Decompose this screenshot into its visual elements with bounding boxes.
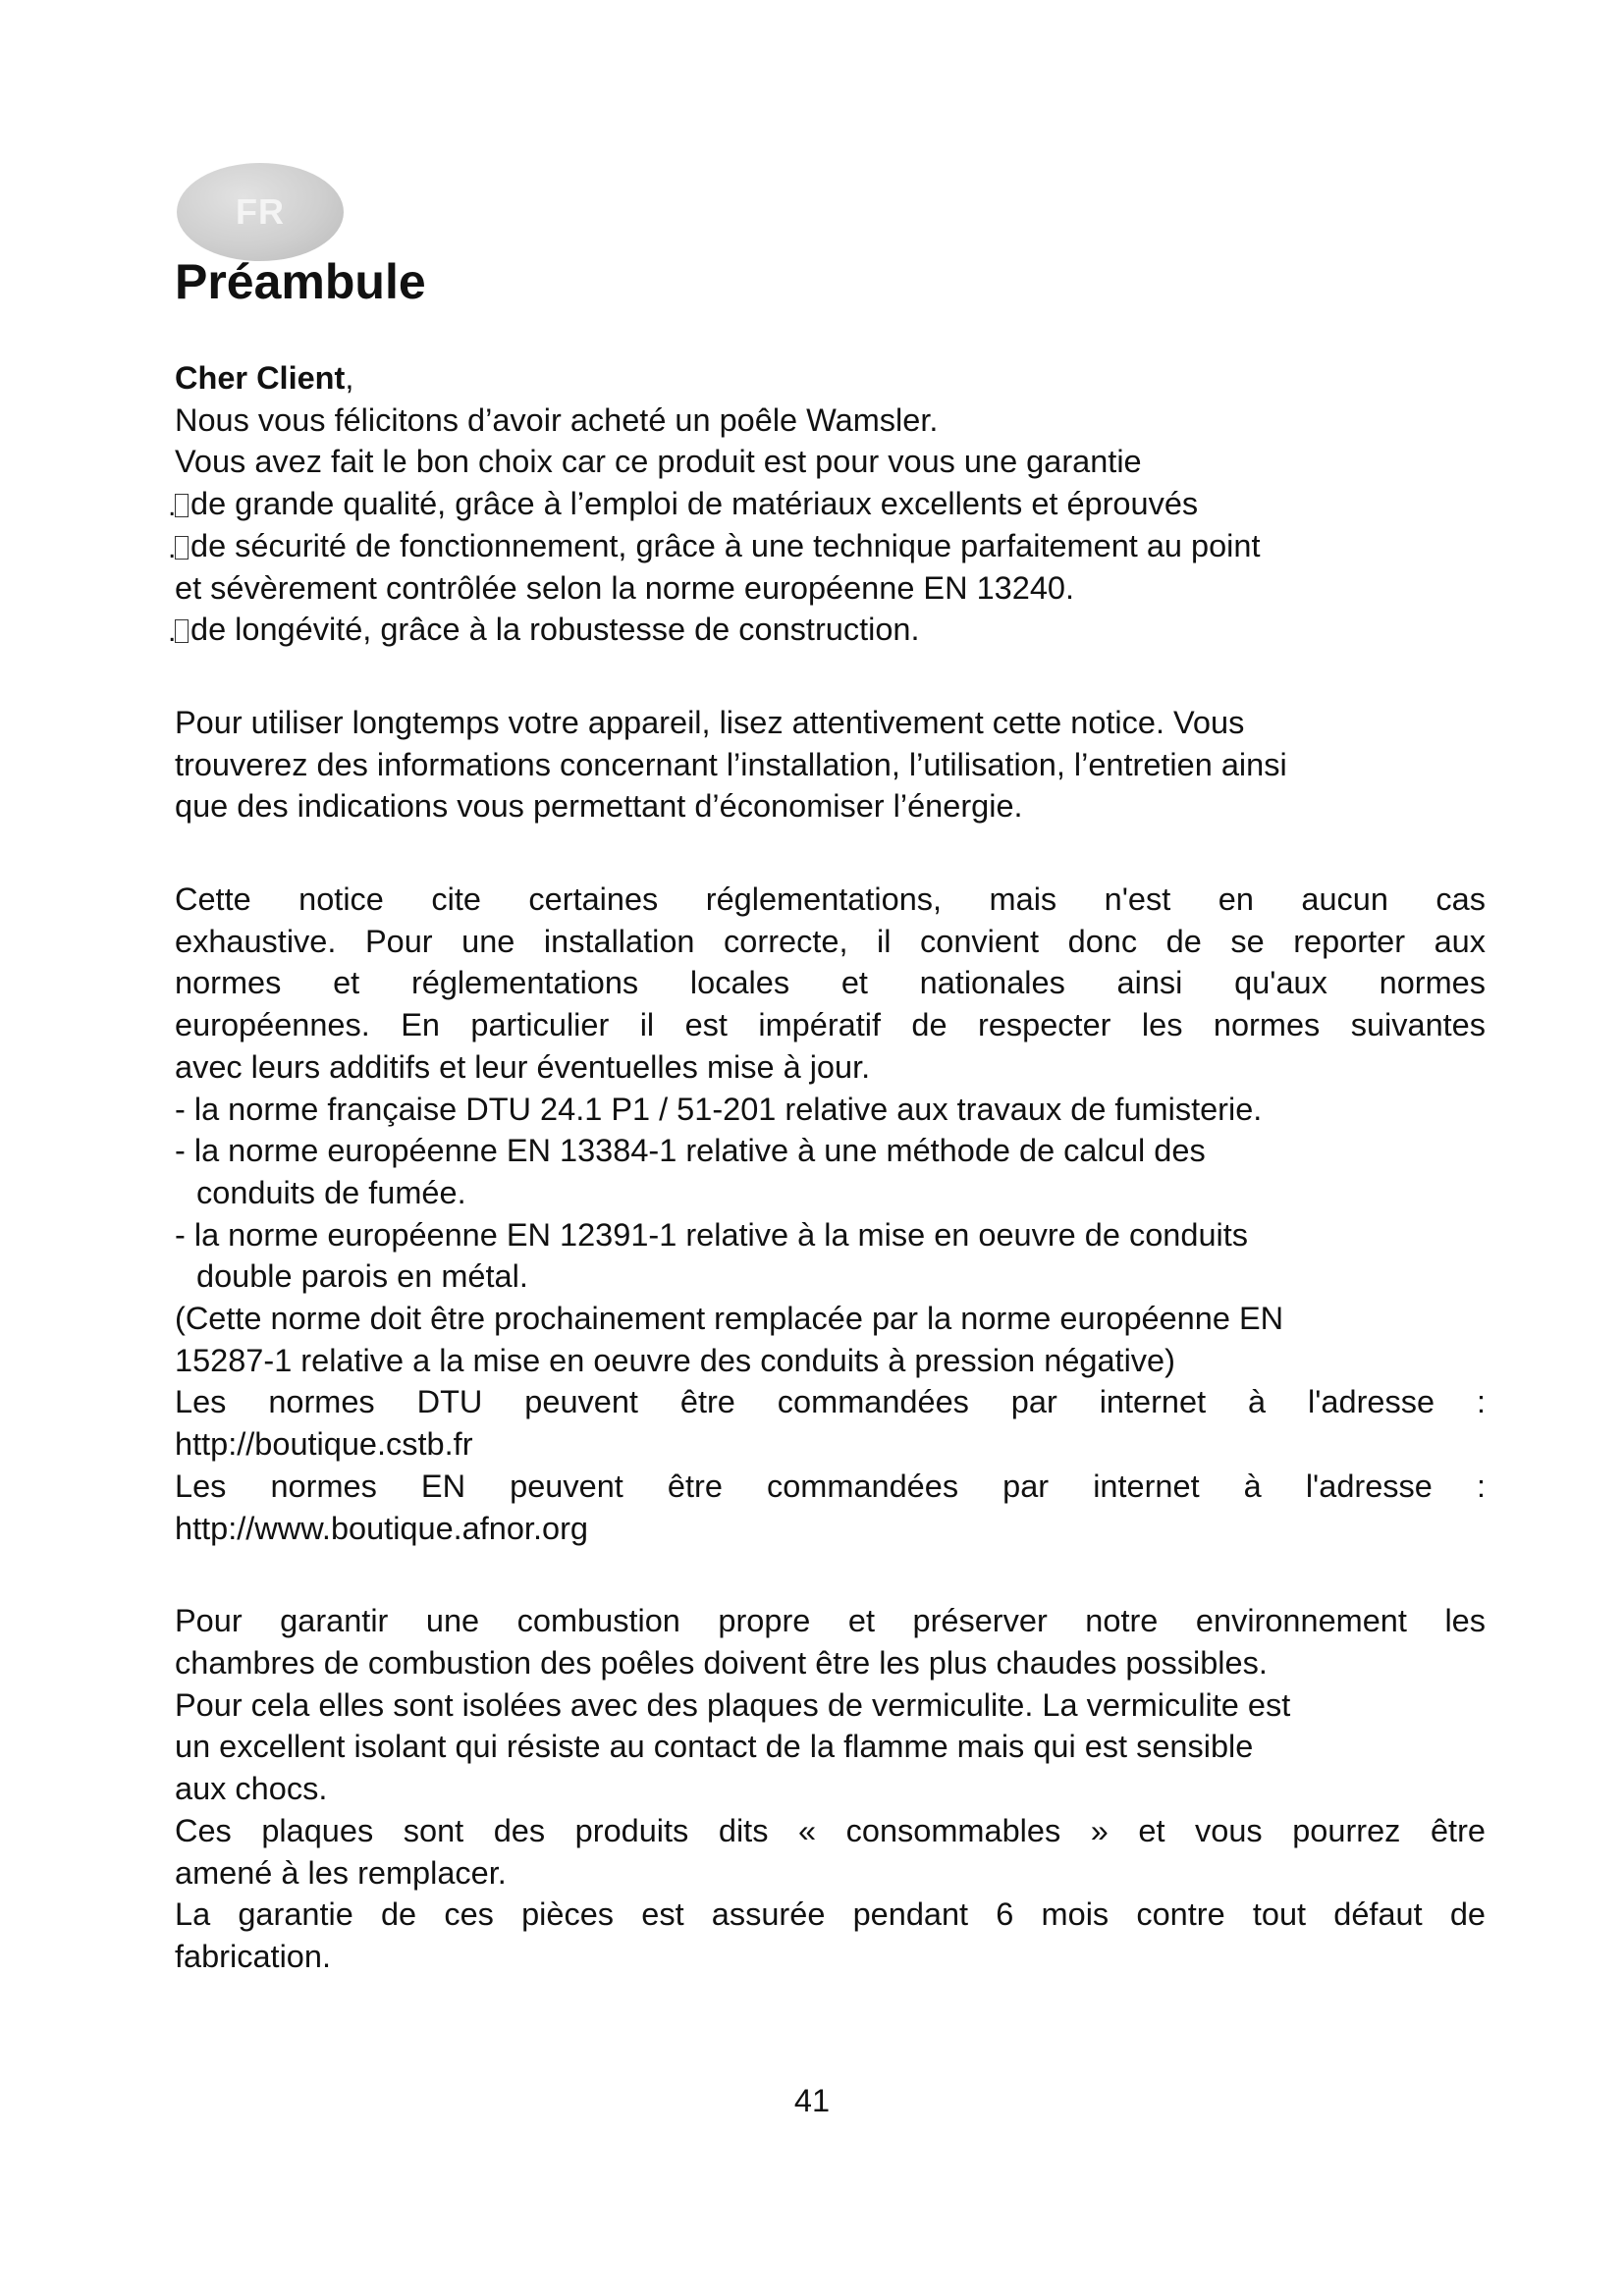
combustion-paragraph-line: fabrication. [175, 1938, 331, 1974]
bullet-text: de longévité, grâce à la robustesse de construction. [190, 612, 920, 648]
combustion-paragraph-line: Pour garantir une combustion propre et préserver notre environnement les [175, 1603, 1486, 1639]
language-badge [177, 163, 344, 261]
combustion-paragraph-line: un excellent isolant qui résiste au contact de la flamme mais qui est sensible [175, 1729, 1254, 1765]
order-dtu-url: http://boutique.cstb.fr [175, 1426, 473, 1463]
combustion-paragraph-line: Ces plaques sont des produits dits « consommables » et vous pourrez être [175, 1812, 1486, 1848]
combustion-paragraph-line: Pour cela elles sont isolées avec des plaques de vermiculite. La vermiculite est [175, 1686, 1291, 1723]
bullet-text: de sécurité de fonctionnement, grâce à une technique parfaitement au point [190, 527, 1261, 563]
page-title: Préambule [175, 254, 426, 309]
norm-item-continuation: conduits de fumée. [196, 1174, 466, 1210]
bullet-item [175, 525, 1486, 567]
checkbox-glyph-icon [175, 494, 189, 517]
combustion-paragraph-line: amené à les remplacer. [175, 1854, 507, 1891]
norm-note-line: (Cette norme doit être prochainement remplacée par la norme européenne EN [175, 1301, 1284, 1337]
document-body [175, 357, 1486, 1978]
order-dtu-text: Les normes DTU peuvent être commandées par internet à l'adresse : [175, 1384, 1486, 1420]
norm-item: - la norme française DTU 24.1 P1 / 51-201 relative aux travaux de fumisterie. [175, 1091, 1263, 1127]
combustion-paragraph-line: aux chocs. [175, 1771, 328, 1807]
usage-paragraph-line: trouverez des informations concernant l’installation, l’utilisation, l’entretien ainsi [175, 746, 1287, 782]
combustion-paragraph [175, 1600, 1486, 1977]
bullet-continuation: et sévèrement contrôlée selon la norme européenne EN 13240. [175, 569, 1074, 606]
salutation-name: Cher Client [175, 360, 346, 396]
intro-line: Vous avez fait le bon choix car ce produit est pour vous une garantie [175, 444, 1142, 480]
order-en-text: Les normes EN peuvent être commandées par internet à l'adresse : [175, 1468, 1486, 1504]
checkbox-glyph-icon [175, 536, 189, 560]
usage-paragraph-line: que des indications vous permettant d’économiser l’énergie. [175, 788, 1023, 825]
bullet-item [175, 609, 1486, 651]
checkbox-glyph-icon [175, 619, 189, 643]
salutation-punct: , [345, 360, 354, 396]
bullet-text: de grande qualité, grâce à l’emploi de matériaux excellents et éprouvés [190, 486, 1199, 522]
norm-item: - la norme européenne EN 12391-1 relative à la mise en oeuvre de conduits [175, 1216, 1249, 1253]
language-badge-label: FR [236, 191, 285, 232]
combustion-paragraph-line: chambres de combustion des poêles doivent être les plus chaudes possibles. [175, 1644, 1268, 1681]
regulation-paragraph-line: exhaustive. Pour une installation correcte, il convient donc de se reporter aux [175, 923, 1486, 959]
bullet-item [175, 483, 1486, 525]
order-en-url: http://www.boutique.afnor.org [175, 1510, 588, 1546]
regulation-paragraph-line: Cette notice cite certaines réglementations, mais n'est en aucun cas [175, 881, 1486, 918]
norm-item: - la norme européenne EN 13384-1 relative à une méthode de calcul des [175, 1133, 1206, 1169]
usage-paragraph-line: Pour utiliser longtemps votre appareil, lisez attentivement cette notice. Vous [175, 704, 1245, 740]
page-number: 41 [793, 2083, 831, 2118]
intro-line: Nous vous félicitons d’avoir acheté un poêle Wamsler. [175, 401, 939, 438]
salutation [175, 357, 1486, 400]
regulation-paragraph-line: européennes. En particulier il est impératif de respecter les normes suivantes [175, 1007, 1486, 1043]
regulation-paragraph-line: normes et réglementations locales et nationales ainsi qu'aux normes [175, 965, 1486, 1001]
combustion-paragraph-line: La garantie de ces pièces est assurée pendant 6 mois contre tout défaut de [175, 1896, 1486, 1933]
norm-item-continuation: double parois en métal. [196, 1258, 528, 1295]
regulation-paragraph-line: avec leurs additifs et leur éventuelles mise à jour. [175, 1048, 871, 1085]
norm-note-line: 15287-1 relative a la mise en oeuvre des conduits à pression négative) [175, 1342, 1175, 1378]
